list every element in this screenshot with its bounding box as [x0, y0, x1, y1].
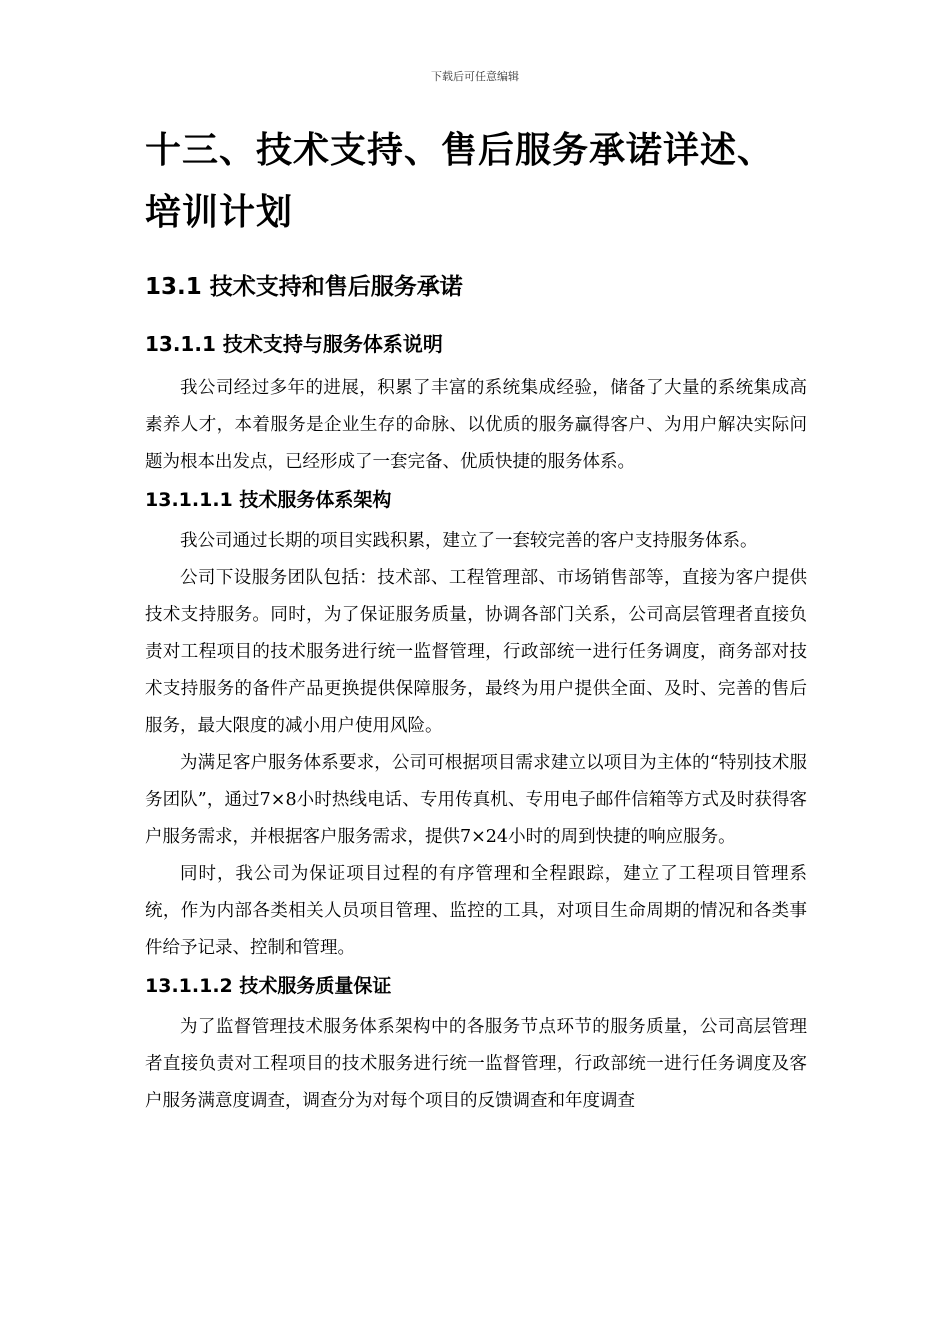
header-note: 下载后可任意编辑 [431, 70, 519, 83]
paragraph: 为满足客户服务体系要求，公司可根据项目需求建立以项目为主体的“特别技术服务团队”，通过7×8小时热线电话、专用传真机、专用电子邮件信箱等方式及时获得客户服务需求，并根据客户服务需求，提供7×24小时的周到快捷的响应服务。 [145, 753, 807, 847]
paragraph: 我公司经过多年的进展，积累了丰富的系统集成经验，储备了大量的系统集成高素养人才，本着服务是企业生存的命脉、以优质的服务赢得客户、为用户解决实际问题为根本出发点，已经形成了一套完备、优质快捷的服务体系。 [145, 378, 807, 472]
section-13-1-1-1-heading: 13.1.1.1 技术服务体系架构 [145, 489, 392, 511]
section-13-1-heading: 13.1 技术支持和售后服务承诺 [145, 274, 463, 300]
paragraph: 我公司通过长期的项目实践积累，建立了一套较完善的客户支持服务体系。 [180, 531, 758, 551]
section-13-1-1-2-heading: 13.1.1.2 技术服务质量保证 [145, 975, 392, 997]
document-title: 十三、技术支持、售后服务承诺详述、培训计划 [145, 130, 775, 233]
paragraph: 公司下设服务团队包括：技术部、工程管理部、市场销售部等，直接为客户提供技术支持服务。同时，为了保证服务质量，协调各部门关系，公司高层管理者直接负责对工程项目的技术服务进行统一监督管理，行政部统一进行任务调度，商务部对技术支持服务的备件产品更换提供保障服务，最终为用户提供全面、及时、完善的售后服务，最大限度的减小用户使用风险。 [145, 568, 807, 736]
paragraph: 同时，我公司为保证项目过程的有序管理和全程跟踪，建立了工程项目管理系统，作为内部各类相关人员项目管理、监控的工具，对项目生命周期的情况和各类事件给予记录、控制和管理。 [145, 864, 807, 958]
paragraph: 为了监督管理技术服务体系架构中的各服务节点环节的服务质量，公司高层管理者直接负责对工程项目的技术服务进行统一监督管理，行政部统一进行任务调度及客户服务满意度调查，调查分为对每个项目的反馈调查和年度调查 [145, 1017, 807, 1111]
section-13-1-1-heading: 13.1.1 技术支持与服务体系说明 [145, 332, 443, 356]
document-content [145, 120, 807, 1120]
